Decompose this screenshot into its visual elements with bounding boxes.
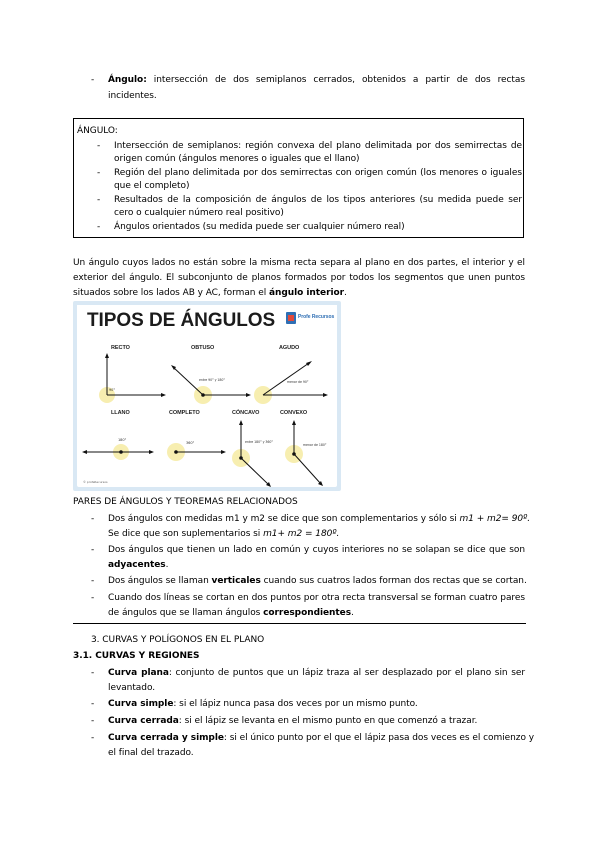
box-item-2-line-2: que el completo) bbox=[114, 181, 190, 191]
convexo-measure: menor de 180° bbox=[303, 443, 327, 447]
pares-item-1-text: Dos ángulos con medidas m1 y m2 se dice que son complementarios y sólo si bbox=[108, 514, 460, 524]
pares-heading: PARES DE ÁNGULOS Y TEOREMAS RELACIONADOS bbox=[73, 497, 298, 507]
section-3-heading: 3. CURVAS Y POLÍGONOS EN EL PLANO bbox=[91, 635, 265, 645]
curva-plana-line-1 bbox=[108, 667, 525, 679]
completo-measure: 360° bbox=[186, 441, 195, 445]
concavo-vertex bbox=[239, 456, 243, 460]
curva-cerrada-text: : si el lápiz se levanta en el mismo punto en que comenzó a trazar. bbox=[178, 716, 478, 726]
intro-line-1 bbox=[108, 74, 525, 86]
label-agudo: AGUDO bbox=[279, 345, 300, 351]
box-item-1-line-2: origen común (ángulos menores o iguales que el llano) bbox=[114, 154, 360, 164]
recto-measure: 90° bbox=[109, 388, 116, 392]
label-llano: LLANO bbox=[111, 410, 130, 416]
agudo-measure: menor de 90° bbox=[287, 380, 309, 384]
curva-cerrada-simple-term: Curva cerrada y simple bbox=[108, 733, 224, 743]
list-dash: - bbox=[91, 699, 95, 709]
paragraph-line-1: Un ángulo cuyos lados no están sobre la misma recta separa al plano en dos partes, el interior y el bbox=[73, 258, 525, 268]
pares-item-4-pre: de ángulos que se llaman ángulos bbox=[108, 608, 264, 618]
list-dash: - bbox=[91, 576, 95, 586]
figure-footer: © profeRecursos bbox=[83, 480, 108, 484]
obtuso-vertex bbox=[201, 393, 205, 397]
list-dash: - bbox=[97, 141, 101, 151]
paragraph-line-3 bbox=[73, 287, 347, 299]
intro-line-2: incidentes. bbox=[108, 91, 157, 101]
curva-cerrada-simple-line-1 bbox=[108, 732, 534, 744]
angle-types-illustration bbox=[73, 301, 341, 491]
list-dash: - bbox=[91, 668, 95, 678]
box-item-2-line-1: Región del plano delimitada por dos semirrectas con origen común (los menores o iguales bbox=[114, 168, 522, 178]
logo-text: Profe Recursos bbox=[298, 314, 335, 320]
figure-title: TIPOS DE ÁNGULOS bbox=[87, 310, 276, 331]
pares-item-3-pre: Dos ángulos se llaman bbox=[108, 576, 212, 586]
curva-plana-term: Curva plana bbox=[108, 668, 169, 678]
pares-item-4-bold: correspondientes bbox=[263, 608, 352, 618]
paragraph-end: . bbox=[344, 288, 347, 298]
box-item-4-line-1: Ángulos orientados (su medida puede ser cualquier número real) bbox=[114, 222, 405, 232]
concavo-measure: entre 180° y 360° bbox=[245, 440, 273, 444]
list-dash: - bbox=[91, 514, 95, 524]
paragraph-text: situados sobre los lados AB y AC, forman el bbox=[73, 288, 270, 298]
pares-item-2-end: . bbox=[165, 560, 169, 570]
pares-item-1-line-2 bbox=[108, 528, 339, 540]
list-dash: - bbox=[97, 222, 101, 232]
pares-item-3 bbox=[108, 575, 527, 587]
curva-cerrada-term: Curva cerrada bbox=[108, 716, 179, 726]
pares-item-4-line-2 bbox=[108, 607, 354, 619]
list-dash: - bbox=[91, 593, 95, 603]
pares-item-2-bold: adyacentes bbox=[108, 560, 166, 570]
section-3-1-heading: 3.1. CURVAS Y REGIONES bbox=[73, 651, 200, 661]
pares-item-2-line-2 bbox=[108, 559, 168, 571]
label-concavo: CÓNCAVO bbox=[232, 410, 260, 416]
curva-simple-term: Curva simple bbox=[108, 699, 174, 709]
curva-plana-line-2: levantado. bbox=[108, 683, 156, 693]
obtuso-measure: entre 90° y 180° bbox=[199, 378, 225, 382]
curva-simple bbox=[108, 698, 418, 710]
list-dash: - bbox=[91, 545, 95, 555]
curva-cerrada-simple-text: : si el único punto por el que el lápiz pasa dos veces es el comienzo y bbox=[223, 733, 534, 743]
list-dash: - bbox=[97, 168, 101, 178]
box-title: ÁNGULO: bbox=[77, 126, 118, 136]
pares-item-1-line-1 bbox=[108, 513, 530, 525]
intro-definition: intersección de dos semiplanos cerrados, obtenidos a partir de dos rectas bbox=[153, 75, 526, 85]
paragraph-bold-term: ángulo interior bbox=[269, 288, 345, 298]
llano-measure: 180° bbox=[118, 438, 127, 442]
curva-cerrada-simple-line-2: el final del trazado. bbox=[108, 748, 194, 758]
label-convexo: CONVEXO bbox=[280, 410, 308, 416]
label-recto: RECTO bbox=[111, 345, 130, 351]
pares-item-1-formula-2: m1+ m2 = 180º. bbox=[263, 529, 340, 539]
convexo-vertex bbox=[292, 452, 296, 456]
pares-item-3-post: cuando sus cuatros lados forman dos rectas que se cortan. bbox=[260, 576, 527, 586]
pares-item-1-formula: m1 + m2= 90º. bbox=[459, 514, 531, 524]
angle-types-figure bbox=[73, 301, 341, 491]
pares-item-4-post: . bbox=[351, 608, 354, 618]
list-dash: - bbox=[97, 195, 101, 205]
box-item-1-line-1: Intersección de semiplanos: región convexa del plano delimitada por dos semirrectas de bbox=[114, 141, 522, 151]
curva-plana-text: : conjunto de puntos que un lápiz traza al ser desplazado por el plano sin ser bbox=[168, 668, 525, 678]
intro-term: Ángulo: bbox=[108, 75, 147, 85]
pares-item-1-text-2: Se dice que son suplementarios si bbox=[108, 529, 264, 539]
paragraph-line-2: exterior del ángulo. El subconjunto de planos formados por todos los segmentos que unen puntos bbox=[73, 273, 525, 283]
llano-vertex bbox=[119, 450, 123, 454]
box-item-3-line-2: cero o cualquier número real positivo) bbox=[114, 208, 284, 218]
box-item-3-line-1: Resultados de la composición de ángulos de los tipos anteriores (su medida puede ser bbox=[114, 195, 522, 205]
curva-simple-text: : si el lápiz nunca pasa dos veces por un mismo punto. bbox=[173, 699, 418, 709]
list-dash: - bbox=[91, 75, 95, 85]
curva-cerrada bbox=[108, 715, 477, 727]
list-dash: - bbox=[91, 733, 95, 743]
completo-vertex bbox=[174, 450, 178, 454]
pares-item-2-line-1: Dos ángulos que tienen un lado en común y cuyos interiores no se solapan se dice que son bbox=[108, 545, 525, 555]
pares-item-3-bold: verticales bbox=[211, 576, 261, 586]
logo-icon-accent bbox=[288, 315, 294, 321]
label-completo: COMPLETO bbox=[169, 410, 200, 416]
pares-item-4-line-1: Cuando dos líneas se cortan en dos puntos por otra recta transversal se forman cuatro pares bbox=[108, 593, 525, 603]
separator-line bbox=[73, 623, 526, 624]
label-obtuso: OBTUSO bbox=[191, 345, 215, 351]
list-dash: - bbox=[91, 716, 95, 726]
